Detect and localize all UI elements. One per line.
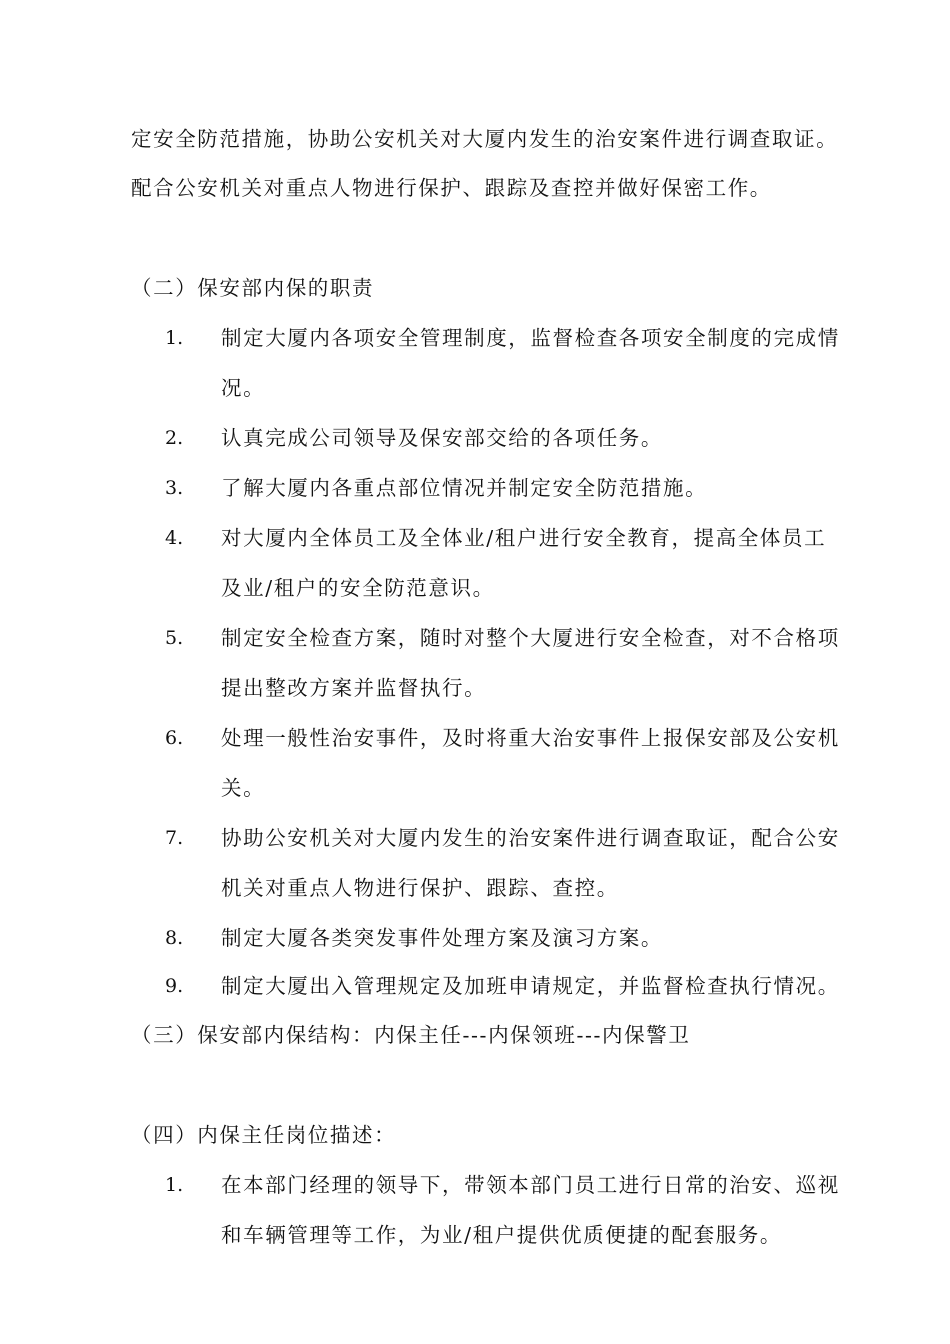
section-2-heading: （二）保安部内保的职责: [131, 276, 375, 300]
item-number: 6.: [165, 727, 184, 749]
section-3-heading: （三）保安部内保结构：内保主任---内保领班---内保警卫: [131, 1023, 691, 1047]
list-item-line: 制定安全检查方案，随时对整个大厦进行安全检查，对不合格项: [221, 626, 840, 650]
item-number: 1.: [165, 1174, 184, 1196]
intro-line-2: 配合公安机关对重点人物进行保护、跟踪及查控并做好保密工作。: [131, 176, 772, 200]
section-4-heading: （四）内保主任岗位描述：: [131, 1123, 397, 1147]
list-item-line: 制定大厦内各项安全管理制度，监督检查各项安全制度的完成情: [221, 326, 840, 350]
list-item-line: 和车辆管理等工作，为业/租户提供优质便捷的配套服务。: [221, 1223, 783, 1247]
list-item-line: 处理一般性治安事件，及时将重大治安事件上报保安部及公安机: [221, 726, 840, 750]
list-item-line: 制定大厦出入管理规定及加班申请规定，并监督检查执行情况。: [221, 974, 840, 998]
item-number: 8.: [165, 927, 184, 949]
list-item-line: 制定大厦各类突发事件处理方案及演习方案。: [221, 926, 663, 950]
intro-line-1: 定安全防范措施，协助公安机关对大厦内发生的治安案件进行调查取证。: [131, 127, 839, 151]
item-number: 9.: [165, 975, 184, 997]
list-item-line: 协助公安机关对大厦内发生的治安案件进行调查取证，配合公安: [221, 826, 840, 850]
list-item-line: 在本部门经理的领导下，带领本部门员工进行日常的治安、巡视: [221, 1173, 840, 1197]
item-number: 7.: [165, 827, 184, 849]
list-item-line: 认真完成公司领导及保安部交给的各项任务。: [221, 426, 663, 450]
item-number: 5.: [165, 627, 184, 649]
item-number: 1.: [165, 327, 184, 349]
item-number: 3.: [165, 477, 184, 499]
list-item-line: 况。: [221, 376, 266, 400]
list-item-line: 了解大厦内各重点部位情况并制定安全防范措施。: [221, 476, 708, 500]
list-item-line: 关。: [221, 776, 266, 800]
list-item-line: 机关对重点人物进行保护、跟踪、查控。: [221, 876, 619, 900]
list-item-line: 及业/租户的安全防范意识。: [221, 576, 495, 600]
item-number: 2.: [165, 427, 184, 449]
item-number: 4.: [165, 527, 184, 549]
list-item-line: 提出整改方案并监督执行。: [221, 676, 487, 700]
list-item-line: 对大厦内全体员工及全体业/租户进行安全教育，提高全体员工: [221, 526, 827, 550]
